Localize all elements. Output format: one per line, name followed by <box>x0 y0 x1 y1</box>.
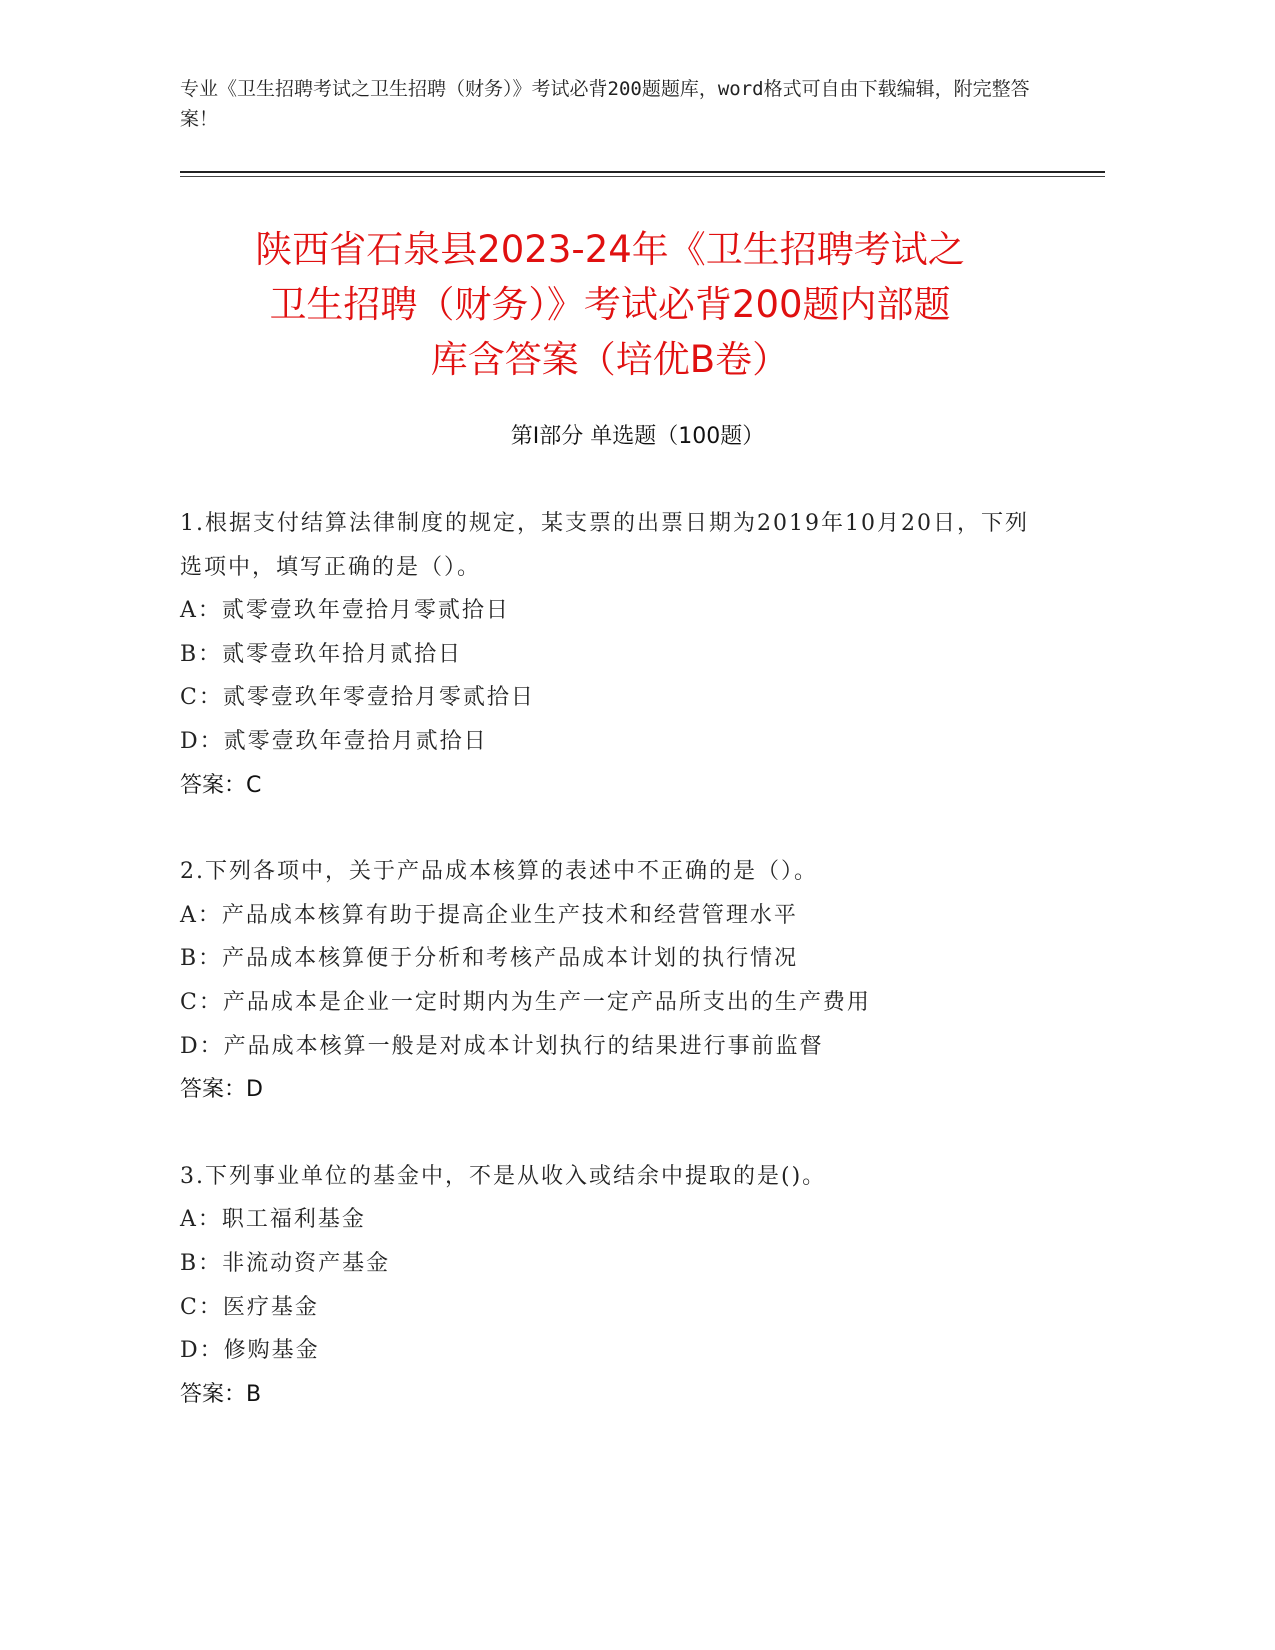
header-rule-thin <box>180 176 1105 177</box>
option-a: A：贰零壹玖年壹拾月零贰拾日 <box>180 598 510 624</box>
option-d: D：产品成本核算一般是对成本计划执行的结果进行事前监督 <box>180 1033 824 1059</box>
option-b: B：产品成本核算便于分析和考核产品成本计划的执行情况 <box>180 946 799 972</box>
question-stem: 1.根据支付结算法律制度的规定，某支票的出票日期为2019年10月20日，下列选项中，填写正确的是（）。 <box>180 511 1029 580</box>
answer: 答案：C <box>180 772 262 798</box>
answer: 答案：D <box>180 1077 263 1103</box>
question-stem: 2.下列各项中，关于产品成本核算的表述中不正确的是（）。 <box>180 859 818 885</box>
option-b: B：非流动资产基金 <box>180 1250 391 1276</box>
option-d: D：贰零壹玖年壹拾月贰拾日 <box>180 728 488 754</box>
option-c: C：医疗基金 <box>180 1294 319 1320</box>
option-c: C：产品成本是企业一定时期内为生产一定产品所支出的生产费用 <box>180 989 871 1015</box>
document-title-line-2: 卫生招聘（财务）》考试必背200题内部题 <box>269 283 951 326</box>
document-title-line-3: 库含答案（培优B卷） <box>430 338 790 381</box>
question-2 <box>180 850 1030 1112</box>
section-title: 第Ⅰ部分 单选题（100题） <box>510 424 765 449</box>
option-a: A：产品成本核算有助于提高企业生产技术和经营管理水平 <box>180 902 798 928</box>
option-c: C：贰零壹玖年零壹拾月零贰拾日 <box>180 685 535 711</box>
answer: 答案：B <box>180 1381 262 1407</box>
document-title-line-1: 陕西省石泉县2023-24年《卫生招聘考试之 <box>255 228 965 271</box>
question-3 <box>180 1155 1030 1417</box>
option-b: B：贰零壹玖年拾月贰拾日 <box>180 641 463 667</box>
option-d: D：修购基金 <box>180 1338 320 1364</box>
header-rule-thick <box>180 171 1105 173</box>
question-stem: 3.下列事业单位的基金中，不是从收入或结余中提取的是()。 <box>180 1163 827 1189</box>
option-a: A：职工福利基金 <box>180 1207 366 1233</box>
question-1 <box>180 502 1030 807</box>
document-header-note: 专业《卫生招聘考试之卫生招聘（财务）》考试必背200题题库，word格式可自由下载编辑，附完整答案！ <box>180 78 1030 130</box>
question-list <box>180 502 1030 1459</box>
document-title <box>170 222 1050 387</box>
